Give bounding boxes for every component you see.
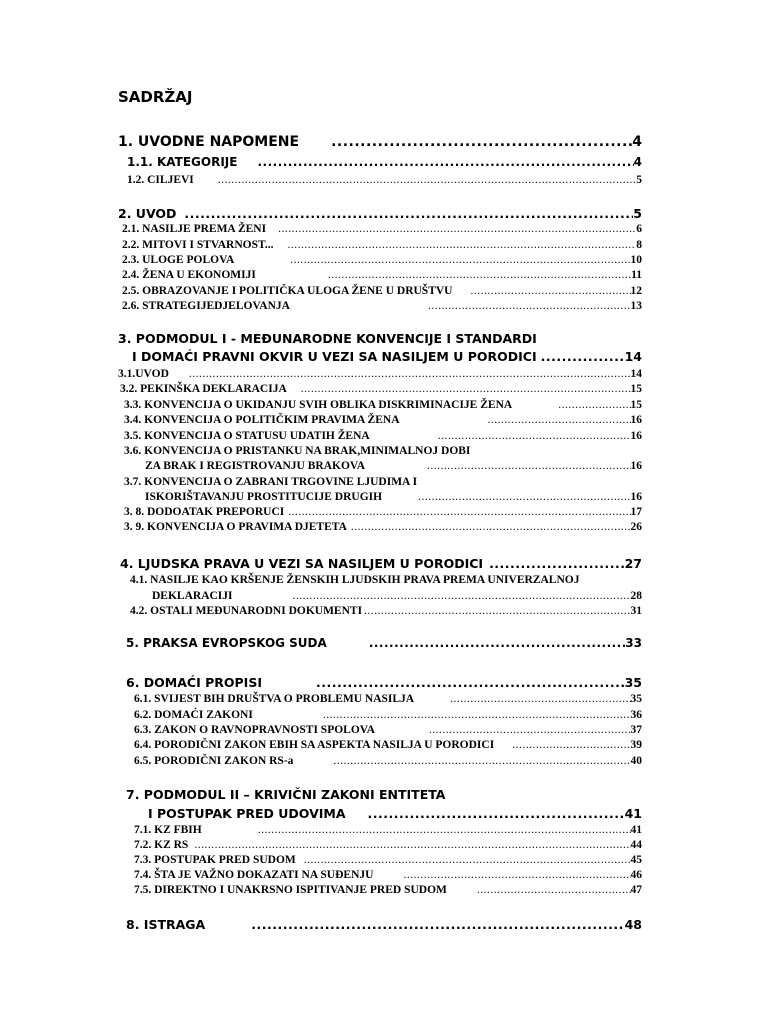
toc-page: 13 (630, 300, 642, 312)
toc-page: 15 (630, 399, 642, 411)
leader-dots (558, 399, 630, 411)
toc-page: 16 (630, 430, 642, 442)
toc-entry-7-2[interactable] (134, 839, 642, 851)
leader-dots (369, 636, 625, 650)
toc-label: 3.5. KONVENCIJA O STATUSU UDATIH ŽENA (124, 430, 370, 442)
toc-label: 6.3. ZAKON O RAVNOPRAVNOSTI SPOLOVA (134, 724, 375, 736)
toc-label: 3.4. KONVENCIJA O POLITIČKIM PRAVIMA ŽENA (124, 414, 400, 426)
leader-dots (450, 693, 630, 705)
leader-dots (278, 223, 636, 235)
toc-entry-4-2[interactable] (130, 605, 642, 617)
toc-entry-3-6-line1: 3.6. KONVENCIJA O PRISTANKU NA BRAK,MINIMALNOJ DOBI (124, 445, 471, 457)
toc-page: 36 (630, 709, 642, 721)
toc-entry-3-1[interactable] (118, 368, 642, 380)
toc-entry-3-line1: 3. PODMODUL I - MEĐUNARODNE KONVENCIJE I STANDARDI (118, 331, 537, 346)
toc-entry-6-3[interactable] (134, 724, 642, 736)
toc-label: 2.3. ULOGE POLOVA (122, 254, 235, 266)
toc-entry-3-8[interactable] (124, 506, 642, 518)
leader-dots (364, 605, 630, 617)
toc-entry-1-2[interactable] (127, 174, 642, 186)
leader-dots (257, 155, 633, 169)
toc-label: 7.3. POSTUPAK PRED SUDOM (134, 854, 296, 866)
leader-dots (304, 854, 631, 866)
toc-page: 41 (624, 806, 642, 821)
leader-dots (189, 368, 631, 380)
toc-label: 2.1. NASILJE PREMA ŽENI (122, 223, 267, 235)
toc-label: 2.2. MITOVI I STVARNOST... (122, 239, 274, 251)
toc-page: 16 (630, 414, 642, 426)
leader-dots (323, 709, 631, 721)
toc-page: 37 (630, 724, 642, 736)
toc-label: 2.5. OBRAZOVANJE I POLITIČKA ULOGA ŽENE U DRUŠTVU (122, 285, 453, 297)
leader-dots (293, 590, 631, 602)
leader-dots (184, 206, 633, 221)
toc-page: 44 (630, 839, 642, 851)
toc-page: 41 (630, 824, 642, 836)
leader-dots (351, 521, 631, 533)
toc-label: 7.5. DIREKTNO I UNAKRSNO ISPITIVANJE PRED SUDOM (134, 884, 447, 896)
toc-entry-3[interactable] (132, 349, 642, 364)
leader-dots (418, 491, 630, 503)
toc-page: 15 (630, 383, 642, 395)
leader-dots (427, 460, 630, 472)
toc-entry-2[interactable] (118, 206, 642, 221)
toc-entry-3-3[interactable] (124, 399, 642, 411)
leader-dots (489, 556, 625, 571)
toc-page: 16 (630, 491, 642, 503)
toc-entry-7[interactable] (148, 806, 642, 821)
toc-page: 35 (624, 675, 642, 690)
toc-page: 40 (630, 755, 642, 767)
toc-label: 2.4. ŽENA U EKONOMIJI (122, 269, 256, 281)
toc-page: 16 (630, 460, 642, 472)
toc-label: 1.1. KATEGORIJE (127, 155, 238, 169)
toc-entry-6-4[interactable] (134, 739, 642, 751)
toc-entry-4[interactable] (120, 556, 642, 571)
toc-entry-7-3[interactable] (134, 854, 642, 866)
toc-page: 17 (630, 506, 642, 518)
toc-entry-8[interactable] (126, 917, 642, 932)
toc-page: 28 (630, 590, 642, 602)
toc-page: 10 (630, 254, 642, 266)
toc-page: 6 (636, 223, 642, 235)
toc-page: 4 (632, 134, 642, 150)
toc-label: 3.2. PEKINŠKA DEKLARACIJA (120, 383, 287, 395)
toc-entry-6-2[interactable] (134, 709, 642, 721)
toc-label: 2.6. STRATEGIJEDJELOVANJA (122, 300, 290, 312)
toc-label: 3. 8. DODOATAK PREPORUCI (124, 506, 285, 518)
toc-label: DEKLARACIJI (152, 590, 233, 602)
toc-page: 11 (631, 269, 642, 281)
toc-label: 1. UVODNE NAPOMENE (118, 134, 300, 150)
toc-label: 5. PRAKSA EVROPSKOG SUDA (126, 636, 327, 650)
leader-dots (288, 506, 630, 518)
toc-label: 3.3. KONVENCIJA O UKIDANJU SVIH OBLIKA DISKRIMINACIJE ŽENA (124, 399, 513, 411)
toc-page: 27 (624, 556, 642, 571)
leader-dots (403, 869, 630, 881)
toc-entry-3-9[interactable] (124, 521, 642, 533)
toc-entry-3-6[interactable] (145, 460, 642, 472)
toc-label: ISKORIŠTAVANJU PROSTITUCIJE DRUGIH (145, 491, 383, 503)
toc-page: 8 (636, 239, 642, 251)
leader-dots (438, 430, 631, 442)
leader-dots (290, 254, 630, 266)
toc-label: 4. LJUDSKA PRAVA U VEZI SA NASILJEM U PORODICI (120, 556, 484, 571)
toc-page: 48 (624, 917, 642, 932)
leader-dots (316, 675, 625, 690)
toc-page: 47 (630, 884, 642, 896)
toc-entry-1-1[interactable] (127, 155, 642, 169)
toc-entry-2-4[interactable] (122, 269, 642, 281)
leader-dots (301, 383, 631, 395)
leader-dots (512, 739, 630, 751)
leader-dots (331, 134, 632, 150)
toc-entry-7-4[interactable] (134, 869, 642, 881)
toc-page: 5 (633, 206, 642, 221)
toc-entry-2-5[interactable] (122, 285, 642, 297)
toc-entry-7-1[interactable] (134, 824, 642, 836)
toc-label: ZA BRAK I REGISTROVANJU BRAKOVA (145, 460, 366, 472)
toc-page: 33 (625, 636, 642, 650)
toc-label: 4.2. OSTALI MEĐUNARODNI DOKUMENTI (130, 605, 363, 617)
leader-dots (258, 824, 631, 836)
leader-dots (218, 174, 636, 186)
toc-entry-7-line1: 7. PODMODUL II – KRIVIČNI ZAKONI ENTITETA (126, 787, 446, 802)
leader-dots (488, 414, 631, 426)
toc-entry-7-5[interactable] (134, 884, 642, 896)
toc-entry-3-7[interactable] (145, 491, 642, 503)
leader-dots (328, 269, 631, 281)
toc-entry-3-7-line1: 3.7. KONVENCIJA O ZABRANI TRGOVINE LJUDIMA I (124, 476, 418, 488)
leader-dots (477, 884, 631, 896)
leader-dots (429, 724, 631, 736)
toc-entry-6-5[interactable] (134, 755, 642, 767)
toc-entry-3-2[interactable] (120, 383, 642, 395)
leader-dots (194, 839, 630, 851)
toc-page: 26 (630, 521, 642, 533)
toc-label: I POSTUPAK PRED UDOVIMA (148, 806, 346, 821)
toc-label: 6.1. SVIJEST BIH DRUŠTVA O PROBLEMU NASILJA (134, 693, 415, 705)
toc-label: 6. DOMAĆI PROPISI (126, 675, 262, 690)
leader-dots (428, 300, 631, 312)
leader-dots (541, 349, 625, 364)
toc-label: 6.4. PORODIČNI ZAKON EBIH SA ASPEKTA NASILJA U PORODICI (134, 739, 495, 751)
toc-entry-2-2[interactable] (122, 239, 642, 251)
toc-page: 14 (624, 349, 642, 364)
toc-label: 2. UVOD (118, 206, 177, 221)
toc-page: 39 (630, 739, 642, 751)
toc-label: 1.2. CILJEVI (127, 174, 194, 186)
toc-label: 8. ISTRAGA (126, 917, 206, 932)
toc-page: 31 (630, 605, 642, 617)
toc-label: I DOMAĆI PRAVNI OKVIR U VEZI SA NASILJEM U PORODICI (132, 349, 537, 364)
leader-dots (333, 755, 630, 767)
toc-page: 14 (630, 368, 642, 380)
toc-page: 35 (630, 693, 642, 705)
leader-dots (470, 285, 630, 297)
leader-dots (287, 239, 636, 251)
toc-entry-2-1[interactable] (122, 223, 642, 235)
toc-page: 5 (636, 174, 642, 186)
toc-page: 46 (630, 869, 642, 881)
toc-page: 4 (633, 155, 642, 169)
toc-entry-1[interactable] (118, 134, 642, 150)
toc-entry-6-1[interactable] (134, 693, 642, 705)
toc-entry-4-1-line1: 4.1. NASILJE KAO KRŠENJE ŽENSKIH LJUDSKIH PRAVA PREMA UNIVERZALNOJ (130, 574, 580, 586)
toc-entry-2-3[interactable] (122, 254, 642, 266)
toc-label: 7.1. KZ FBIH (134, 824, 202, 836)
leader-dots (368, 806, 625, 821)
leader-dots (251, 917, 624, 932)
toc-entry-4-1[interactable] (152, 590, 642, 602)
toc-entry-3-5[interactable] (124, 430, 642, 442)
toc-label: 7.2. KZ RS (134, 839, 189, 851)
toc-entry-3-4[interactable] (124, 414, 642, 426)
toc-entry-6[interactable] (126, 675, 642, 690)
toc-entry-5[interactable] (126, 636, 642, 650)
toc-label: 7.4. ŠTA JE VAŽNO DOKAZATI NA SUĐENJU (134, 869, 374, 881)
toc-entry-2-6[interactable] (122, 300, 642, 312)
toc-page: 12 (630, 285, 642, 297)
toc-title: SADRŽAJ (118, 88, 193, 106)
toc-label: 3.1.UVOD (118, 368, 169, 380)
toc-label: 6.5. PORODIČNI ZAKON RS-a (134, 755, 294, 767)
toc-page: 45 (630, 854, 642, 866)
toc-label: 6.2. DOMAĆI ZAKONI (134, 709, 253, 721)
toc-label: 3. 9. KONVENCIJA O PRAVIMA DJETETA (124, 521, 347, 533)
